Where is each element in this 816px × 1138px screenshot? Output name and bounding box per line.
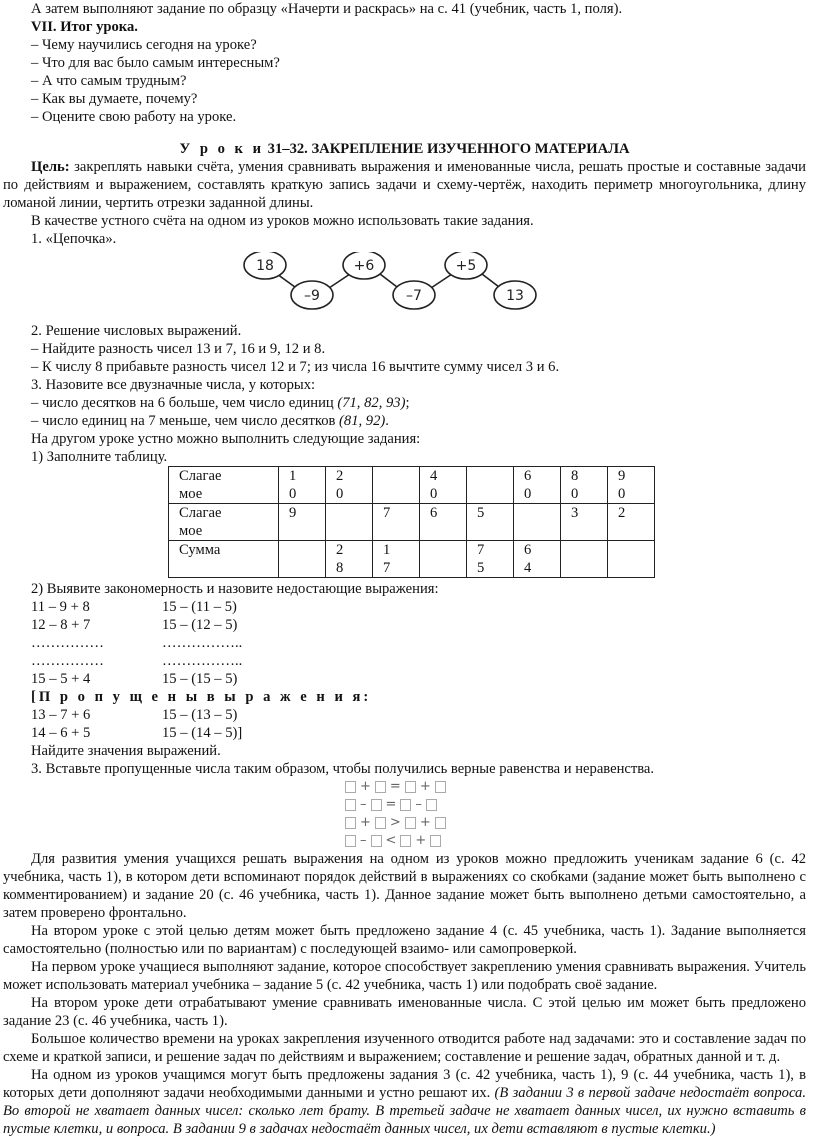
addition-table (168, 466, 655, 578)
chain-node: –7 (406, 288, 422, 304)
empty-box-input[interactable] (400, 799, 411, 811)
expression: 12 – 8 + 7 (31, 617, 91, 633)
task3-item (3, 394, 806, 412)
cell-digit: 9 (289, 505, 297, 521)
task2-label: 2. Решение числовых выражений. (31, 323, 242, 339)
expression-row (3, 652, 806, 670)
table-cell (608, 504, 655, 541)
task3-item-text: – число десятков на 6 больше, чем число единиц (31, 395, 338, 411)
chain-node: –9 (304, 288, 320, 304)
empty-box-input[interactable] (400, 835, 411, 847)
cell-digit: 6 (524, 542, 532, 558)
cell-digit: 0 (336, 486, 344, 502)
header-part: мое (179, 523, 203, 539)
expression: 15 – (14 – 5)] (162, 725, 243, 741)
task2-item: – К числу 8 прибавьте разность чисел 12 и 7; из числа 16 вычтите сумму чисел 3 и 6. (31, 359, 560, 375)
oral-intro: В качестве устного счёта на одном из уроков можно использовать такие задания. (31, 213, 534, 229)
pattern-rows (3, 598, 806, 688)
operator: – (360, 833, 367, 848)
lesson-title-prefix: У р о к и (179, 141, 265, 157)
table-cell (561, 504, 608, 541)
lesson-title (3, 140, 806, 158)
operator: < (385, 833, 397, 848)
table-row (169, 541, 655, 578)
cell-digit: 1 (289, 468, 297, 484)
cell-digit: 8 (336, 560, 344, 576)
operator: + (360, 815, 371, 830)
empty-box-input[interactable] (430, 835, 441, 847)
table-cell (420, 504, 467, 541)
cell-digit: 5 (477, 505, 485, 521)
operator: + (360, 779, 371, 794)
table-cell (561, 467, 608, 504)
paragraph: На втором уроке с этой целью детям может быть предложено задание 4 (с. 45 учебника, часть 1). Задание выполняется самостоятельно (полностью или по вариантам) с последующей взаимо- или самопроверкой. (3, 923, 806, 957)
cell-digit: 4 (524, 560, 532, 576)
table-cell (467, 541, 514, 578)
expression: 11 – 9 + 8 (31, 599, 90, 615)
expression: 15 – 5 + 4 (31, 671, 91, 687)
summary-heading: VII. Итог урока. (31, 19, 138, 35)
cell-digit: 0 (430, 486, 438, 502)
chain-diagram-svg (3, 252, 806, 316)
chain-diagram (3, 252, 806, 316)
table-row-header (169, 504, 279, 541)
paragraph: Для развития умения учащихся решать выражения на одном из уроков можно предложить ученикам задание 6 (с. 42 учебника, часть 1), в котором дети вспоминают порядок действий в выражениях со скобками (задание может быть выполнено с комментированием) и задание 20 (с. 46 учебника, часть 1). Данное задание может быть выполнено детьми самостоятельно, а затем проверено фронтально. (3, 851, 806, 921)
expression-row (3, 670, 806, 688)
task3-answer: (81, 92) (339, 413, 386, 429)
task3-label: 3. Назовите все двузначные числа, у которых: (31, 377, 316, 393)
operator: = (385, 797, 397, 812)
table-cell-empty (608, 541, 655, 578)
table-cell-empty (420, 541, 467, 578)
last-paragraph-note: (В задании 3 в первой задаче недостаёт вопроса. Во второй не хватает данных чисел: сколько лет брату. В третьей задаче не хватает данных чисел, их нужно вставить в пустые клетки, и вопроса. В задании 9 в задачах недостаёт данных чисел, их дети вставляют в пустые клетки.) (3, 1085, 806, 1137)
empty-box-input[interactable] (405, 817, 416, 829)
missing-label (3, 688, 806, 706)
expression: 15 – (15 – 5) (162, 671, 238, 687)
expression: 15 – (13 – 5) (162, 707, 238, 723)
expression-row (3, 616, 806, 634)
expression: …………….. (162, 653, 243, 669)
cell-digit: 9 (618, 468, 626, 484)
operator: + (419, 815, 431, 830)
empty-box-input[interactable] (375, 781, 386, 793)
table-cell (326, 541, 373, 578)
table-cell (279, 504, 326, 541)
task-insert: 3. Вставьте пропущенные числа таким образом, чтобы получились верные равенства и неравенства. (31, 761, 655, 777)
last-paragraph-text: На одном из уроков учащимся могут быть предложены задания 3 (с. 42 учебника, часть 1), 9 (с. 44 учебника, часть 1), в которых дети дополняют задачи необходимыми данными и устно решают их. (3, 1067, 806, 1101)
cell-digit: 7 (383, 560, 391, 576)
task3-item-tail: . (385, 413, 389, 429)
lesson-title-rest: 31–32. ЗАКРЕПЛЕНИЕ ИЗУЧЕННОГО МАТЕРИАЛА (264, 141, 630, 157)
table-cell (514, 467, 561, 504)
cell-digit: 0 (524, 486, 532, 502)
table-cell (326, 467, 373, 504)
cell-digit: 2 (618, 505, 626, 521)
intro-line: А затем выполняют задание по образцу «Начерти и раскрась» на с. 41 (учебник, часть 1, поля). (31, 1, 623, 17)
operator: – (360, 797, 367, 812)
expression-row (3, 724, 806, 742)
empty-box-input[interactable] (345, 799, 356, 811)
expression: 14 – 6 + 5 (31, 725, 91, 741)
paragraphs (3, 850, 806, 1066)
table-cell (467, 504, 514, 541)
summary-question: – Как вы думаете, почему? (31, 91, 198, 107)
cell-digit: 0 (618, 486, 626, 502)
goal-label: Цель: (31, 159, 70, 175)
table-row (169, 504, 655, 541)
last-paragraph (3, 1066, 806, 1138)
expression-row (3, 706, 806, 724)
fill-table-label: 1) Заполните таблицу. (31, 449, 168, 465)
table-cell (279, 467, 326, 504)
operator: + (415, 833, 427, 848)
empty-box-input[interactable] (345, 835, 356, 847)
paragraph: На втором уроке дети отрабатывают умение сравнивать именованные числа. С этой целью им может быть предложено задание 23 (с. 46 учебника, часть 1). (3, 995, 806, 1029)
pattern-label: 2) Выявите закономерность и назовите недостающие выражения: (31, 581, 439, 597)
table-cell (373, 541, 420, 578)
table-cell (514, 541, 561, 578)
expression: 15 – (12 – 5) (162, 617, 238, 633)
expression: …………… (31, 653, 104, 669)
table-cell-empty (561, 541, 608, 578)
expression-row (3, 598, 806, 616)
empty-box-input[interactable] (345, 781, 356, 793)
operator: > (389, 815, 401, 830)
table-cell-empty (279, 541, 326, 578)
expression: 13 – 7 + 6 (31, 707, 91, 723)
cell-digit: 6 (524, 468, 532, 484)
expression-row (3, 634, 806, 652)
missing-rows (3, 706, 806, 742)
paragraph: Большое количество времени на уроках закрепления изученного отводится работе над задачами: это и составление задач по схеме и краткой записи, и решение задач по действиям и выражением; составление и решение задач, обратных данной и т. д. (3, 1031, 806, 1065)
operator: + (419, 779, 431, 794)
cell-digit: 2 (336, 542, 344, 558)
task3-item (3, 412, 806, 430)
box-expression-row (3, 796, 806, 814)
box-expressions (3, 778, 806, 850)
box-expression-row (3, 814, 806, 832)
expression: 15 – (11 – 5) (162, 599, 237, 615)
chain-node: +5 (455, 258, 477, 274)
cell-digit: 7 (477, 542, 485, 558)
task3-item-text: – число единиц на 7 меньше, чем число десятков (31, 413, 340, 429)
task2-item: – Найдите разность чисел 13 и 7, 16 и 9, 12 и 8. (31, 341, 326, 357)
empty-box-input[interactable] (435, 817, 446, 829)
paragraph: На первом уроке учащиеся выполняют задание, которое способствует закреплению умения сравнивать выражения. Учитель может использовать материал учебника – задание 5 (с. 42 учебника, часть 1) или подобрать своё задание. (3, 959, 806, 993)
cell-digit: 2 (336, 468, 344, 484)
cell-digit: 0 (571, 486, 579, 502)
table-row-header (169, 541, 279, 578)
summary-question: – А что самым трудным? (31, 73, 187, 89)
operator: = (389, 779, 401, 794)
chain-node: 13 (506, 288, 524, 304)
cell-digit: 8 (571, 468, 579, 484)
cell-digit: 0 (289, 486, 297, 502)
expression: …………… (31, 635, 104, 651)
find-values: Найдите значения выражений. (31, 743, 221, 759)
table-row-header (169, 467, 279, 504)
empty-box-input[interactable] (371, 835, 382, 847)
goal-text: закреплять навыки счёта, умения сравнивать выражения и именованные числа, решать простые и составные задачи по действиям и выражением, составлять краткую запись задачи и схему-чертёж, находить периметр многоугольника, длину ломаной линии, чертить отрезки заданной длины. (3, 159, 806, 211)
table-cell-empty (373, 467, 420, 504)
empty-box-input[interactable] (426, 799, 437, 811)
chain-node: 18 (256, 258, 274, 274)
empty-box-input[interactable] (345, 817, 356, 829)
header-part: Слагае (179, 468, 222, 484)
empty-box-input[interactable] (405, 781, 416, 793)
summary-question: – Что для вас было самым интересным? (31, 55, 280, 71)
expression: …………….. (162, 635, 243, 651)
empty-box-input[interactable] (375, 817, 386, 829)
task1-label: 1. «Цепочка». (31, 231, 117, 247)
chain-node: +6 (353, 258, 375, 274)
table-cell (608, 467, 655, 504)
missing-label-text: [П р о п у щ е н ы в ы р а ж е н и я: (31, 689, 372, 705)
lesson-goal (3, 158, 806, 212)
cell-digit: 7 (383, 505, 391, 521)
empty-box-input[interactable] (371, 799, 382, 811)
table-cell (373, 504, 420, 541)
table-cell-empty (467, 467, 514, 504)
table-cell-empty (514, 504, 561, 541)
box-expression-row (3, 778, 806, 796)
header-part: Сумма (179, 542, 221, 558)
cell-digit: 6 (430, 505, 438, 521)
cell-digit: 5 (477, 560, 485, 576)
task3-item-tail: ; (405, 395, 410, 411)
box-expression-row (3, 832, 806, 850)
operator: – (415, 797, 422, 812)
table-cell (420, 467, 467, 504)
empty-box-input[interactable] (435, 781, 446, 793)
header-part: Слагае (179, 505, 222, 521)
task3-answer: (71, 82, 93) (337, 395, 406, 411)
cell-digit: 3 (571, 505, 579, 521)
cell-digit: 4 (430, 468, 438, 484)
other-lesson-intro: На другом уроке устно можно выполнить следующие задания: (31, 431, 421, 447)
cell-digit: 1 (383, 542, 391, 558)
document-page (3, 0, 806, 1138)
header-part: мое (179, 486, 203, 502)
summary-question: – Оцените свою работу на уроке. (31, 109, 237, 125)
table-row (169, 467, 655, 504)
summary-question: – Чему научились сегодня на уроке? (31, 37, 257, 53)
table-cell-empty (326, 504, 373, 541)
